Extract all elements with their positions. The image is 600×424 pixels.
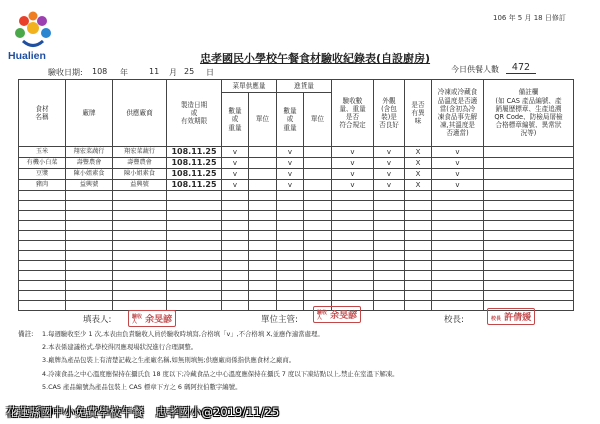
note-item: 5.CAS 產品編號為產品包裝上 CAS 標章下方之 6 碼阿拉伯數字編號。 bbox=[42, 382, 242, 391]
inspection-day: 25 bbox=[184, 67, 195, 76]
empty-table-row bbox=[19, 291, 574, 301]
empty-table-row bbox=[19, 271, 574, 281]
empty-cell bbox=[374, 221, 405, 231]
empty-cell bbox=[304, 231, 332, 241]
inspection-date-label: 驗收日期: bbox=[48, 68, 83, 77]
cell-remarks bbox=[484, 147, 574, 158]
empty-cell bbox=[304, 241, 332, 251]
cell-supplier: 益興號 bbox=[113, 180, 167, 191]
empty-cell bbox=[113, 291, 167, 301]
inspection-year: 108 bbox=[92, 67, 108, 76]
notes-list bbox=[42, 328, 399, 394]
empty-cell bbox=[113, 271, 167, 281]
empty-cell bbox=[19, 281, 66, 291]
empty-table-row bbox=[19, 231, 574, 241]
empty-cell bbox=[432, 211, 484, 221]
empty-cell bbox=[405, 291, 432, 301]
cell-brand: 翔宏菜蔬行 bbox=[66, 147, 113, 158]
col-deliv-unit: 單位 bbox=[304, 93, 332, 147]
empty-cell bbox=[405, 271, 432, 281]
table-row bbox=[19, 180, 574, 191]
empty-table-row bbox=[19, 281, 574, 291]
empty-cell bbox=[374, 211, 405, 221]
day-unit: 日 bbox=[206, 68, 214, 77]
empty-cell bbox=[19, 251, 66, 261]
cell-appearance: v bbox=[374, 169, 405, 180]
empty-cell bbox=[277, 291, 304, 301]
empty-cell bbox=[405, 191, 432, 201]
empty-cell bbox=[332, 261, 374, 271]
cell-match: v bbox=[332, 180, 374, 191]
brand-name: Hualien bbox=[8, 50, 46, 62]
empty-cell bbox=[66, 251, 113, 261]
cell-deliv-unit bbox=[304, 147, 332, 158]
empty-cell bbox=[167, 221, 222, 231]
empty-cell bbox=[66, 301, 113, 311]
empty-cell bbox=[432, 231, 484, 241]
empty-table-row bbox=[19, 261, 574, 271]
empty-cell bbox=[332, 291, 374, 301]
empty-cell bbox=[277, 241, 304, 251]
col-brand: 廠牌 bbox=[66, 80, 113, 147]
group-delivered: 進貨量 bbox=[277, 80, 332, 93]
empty-cell bbox=[249, 271, 277, 281]
empty-cell bbox=[167, 271, 222, 281]
empty-cell bbox=[249, 221, 277, 231]
empty-cell bbox=[19, 301, 66, 311]
empty-cell bbox=[304, 281, 332, 291]
cell-ingredient: 豆漿 bbox=[19, 169, 66, 180]
empty-cell bbox=[432, 191, 484, 201]
cell-brand: 益興號 bbox=[66, 180, 113, 191]
empty-cell bbox=[277, 231, 304, 241]
inspection-table bbox=[18, 79, 574, 311]
col-ingredient: 食材 名稱 bbox=[19, 80, 66, 147]
cell-remarks bbox=[484, 180, 574, 191]
empty-cell bbox=[66, 231, 113, 241]
cell-supplier: 壽豐農會 bbox=[113, 158, 167, 169]
empty-table-row bbox=[19, 201, 574, 211]
cell-cold: v bbox=[432, 158, 484, 169]
cell-cold: v bbox=[432, 147, 484, 158]
cell-odor: X bbox=[405, 169, 432, 180]
empty-cell bbox=[405, 231, 432, 241]
empty-cell bbox=[222, 261, 249, 271]
cell-odor: X bbox=[405, 147, 432, 158]
empty-cell bbox=[113, 281, 167, 291]
empty-cell bbox=[222, 191, 249, 201]
cell-appearance: v bbox=[374, 147, 405, 158]
cell-remarks bbox=[484, 158, 574, 169]
empty-cell bbox=[222, 271, 249, 281]
cell-supplier: 翔宏菜蔬行 bbox=[113, 147, 167, 158]
cell-fresh-unit bbox=[249, 147, 277, 158]
col-quantity-match: 驗收數 量、重量 是否 符合規定 bbox=[332, 80, 374, 147]
empty-cell bbox=[19, 241, 66, 251]
empty-cell bbox=[66, 261, 113, 271]
cell-date: 108.11.25 bbox=[167, 147, 222, 158]
empty-cell bbox=[249, 251, 277, 261]
empty-cell bbox=[66, 191, 113, 201]
supervisor-stamp-name: 余旻諺 bbox=[330, 311, 358, 321]
cell-deliv-unit bbox=[304, 158, 332, 169]
cell-remarks bbox=[484, 169, 574, 180]
empty-table-row bbox=[19, 251, 574, 261]
empty-cell bbox=[374, 271, 405, 281]
col-date: 製造日期 或 有效期限 bbox=[167, 80, 222, 147]
empty-cell bbox=[19, 201, 66, 211]
empty-cell bbox=[66, 281, 113, 291]
empty-cell bbox=[374, 291, 405, 301]
empty-cell bbox=[66, 211, 113, 221]
cell-fresh-qty: v bbox=[222, 158, 249, 169]
empty-cell bbox=[432, 251, 484, 261]
empty-cell bbox=[222, 241, 249, 251]
empty-cell bbox=[249, 241, 277, 251]
empty-cell bbox=[113, 221, 167, 231]
empty-cell bbox=[405, 301, 432, 311]
supervisor-stamp bbox=[313, 306, 361, 323]
empty-cell bbox=[374, 241, 405, 251]
empty-cell bbox=[374, 281, 405, 291]
empty-cell bbox=[249, 281, 277, 291]
empty-cell bbox=[167, 291, 222, 301]
cell-deliv-qty: v bbox=[277, 169, 304, 180]
empty-cell bbox=[66, 241, 113, 251]
cell-fresh-qty: v bbox=[222, 169, 249, 180]
cell-date: 108.11.25 bbox=[167, 169, 222, 180]
col-fresh-unit: 單位 bbox=[249, 93, 277, 147]
empty-cell bbox=[249, 211, 277, 221]
empty-cell bbox=[374, 191, 405, 201]
cell-brand: 壽豐農會 bbox=[66, 158, 113, 169]
empty-cell bbox=[113, 201, 167, 211]
principal-stamp-title: 校長 bbox=[491, 316, 502, 322]
cell-fresh-unit bbox=[249, 180, 277, 191]
cell-appearance: v bbox=[374, 180, 405, 191]
empty-cell bbox=[167, 281, 222, 291]
notes-label: 備註: bbox=[18, 330, 34, 338]
principal-stamp-name: 許倩媛 bbox=[504, 313, 532, 323]
inspection-month: 11 bbox=[149, 67, 160, 76]
empty-cell bbox=[277, 221, 304, 231]
empty-table-row bbox=[19, 191, 574, 201]
empty-cell bbox=[167, 241, 222, 251]
cell-date: 108.11.25 bbox=[167, 158, 222, 169]
empty-cell bbox=[113, 261, 167, 271]
cell-fresh-qty: v bbox=[222, 180, 249, 191]
empty-cell bbox=[19, 291, 66, 301]
empty-cell bbox=[222, 231, 249, 241]
empty-cell bbox=[484, 201, 574, 211]
empty-table-row bbox=[19, 221, 574, 231]
empty-cell bbox=[484, 271, 574, 281]
principal-stamp bbox=[487, 308, 535, 325]
empty-cell bbox=[432, 241, 484, 251]
revision-date: 106 年 5 月 18 日修訂 bbox=[493, 14, 566, 22]
empty-cell bbox=[222, 221, 249, 231]
cell-supplier: 陳小姐素食 bbox=[113, 169, 167, 180]
empty-cell bbox=[374, 201, 405, 211]
empty-cell bbox=[484, 231, 574, 241]
empty-cell bbox=[432, 281, 484, 291]
footer-caption: 花蓮縣國中小免費學校午餐 忠孝國小@2019/11/25 bbox=[6, 405, 280, 419]
empty-cell bbox=[432, 291, 484, 301]
table-row bbox=[19, 158, 574, 169]
cell-ingredient: 玉米 bbox=[19, 147, 66, 158]
empty-cell bbox=[332, 241, 374, 251]
empty-cell bbox=[249, 261, 277, 271]
empty-cell bbox=[374, 251, 405, 261]
supervisor-label: 單位主管: bbox=[261, 315, 298, 325]
cell-odor: X bbox=[405, 180, 432, 191]
note-item: 2.本表係建議格式,學校得因應現場狀況進行合理調整。 bbox=[42, 343, 198, 352]
empty-cell bbox=[332, 201, 374, 211]
cell-fresh-unit bbox=[249, 158, 277, 169]
empty-cell bbox=[374, 231, 405, 241]
empty-cell bbox=[484, 261, 574, 271]
empty-cell bbox=[332, 271, 374, 281]
empty-cell bbox=[405, 221, 432, 231]
empty-cell bbox=[405, 211, 432, 221]
empty-cell bbox=[113, 241, 167, 251]
filler-stamp-name: 余旻諺 bbox=[145, 315, 173, 325]
empty-cell bbox=[66, 201, 113, 211]
empty-cell bbox=[432, 271, 484, 281]
empty-cell bbox=[167, 211, 222, 221]
empty-table-row bbox=[19, 241, 574, 251]
empty-cell bbox=[222, 291, 249, 301]
empty-cell bbox=[66, 291, 113, 301]
cell-deliv-unit bbox=[304, 180, 332, 191]
empty-cell bbox=[405, 251, 432, 261]
empty-cell bbox=[167, 301, 222, 311]
empty-cell bbox=[113, 251, 167, 261]
empty-cell bbox=[277, 301, 304, 311]
meal-count-value: 472 bbox=[506, 62, 536, 74]
empty-cell bbox=[277, 261, 304, 271]
empty-cell bbox=[405, 281, 432, 291]
empty-cell bbox=[249, 231, 277, 241]
empty-cell bbox=[167, 251, 222, 261]
empty-cell bbox=[222, 201, 249, 211]
empty-cell bbox=[332, 281, 374, 291]
empty-cell bbox=[484, 211, 574, 221]
empty-cell bbox=[432, 301, 484, 311]
empty-cell bbox=[304, 271, 332, 281]
empty-cell bbox=[167, 231, 222, 241]
col-supplier: 供應廠商 bbox=[113, 80, 167, 147]
empty-cell bbox=[113, 231, 167, 241]
empty-cell bbox=[432, 201, 484, 211]
empty-cell bbox=[19, 211, 66, 221]
col-cold-storage: 冷凍或冷藏食 品溫度是否適 當(含初為冷 凍食品事先解 凍,其溫度是 否適當) bbox=[432, 80, 484, 147]
empty-cell bbox=[249, 191, 277, 201]
empty-cell bbox=[304, 261, 332, 271]
empty-cell bbox=[405, 261, 432, 271]
empty-cell bbox=[113, 301, 167, 311]
filler-label: 填表人: bbox=[83, 315, 112, 325]
empty-cell bbox=[332, 251, 374, 261]
cell-match: v bbox=[332, 169, 374, 180]
empty-cell bbox=[432, 261, 484, 271]
empty-cell bbox=[222, 301, 249, 311]
empty-cell bbox=[304, 221, 332, 231]
empty-cell bbox=[19, 261, 66, 271]
cell-fresh-unit bbox=[249, 169, 277, 180]
cell-date: 108.11.25 bbox=[167, 180, 222, 191]
empty-cell bbox=[19, 221, 66, 231]
note-item: 3.廠牌為產品包裝上有清楚記載之生產廠名稱,如無則填無;供應廠商係指供應食材之廠商。 bbox=[42, 356, 296, 365]
cell-ingredient: 豬肉 bbox=[19, 180, 66, 191]
filler-stamp-title: 驗收人 bbox=[132, 313, 143, 325]
empty-cell bbox=[405, 241, 432, 251]
empty-cell bbox=[432, 221, 484, 231]
empty-cell bbox=[66, 221, 113, 231]
empty-cell bbox=[19, 231, 66, 241]
col-fresh-qty: 數量 或 重量 bbox=[222, 93, 249, 147]
empty-cell bbox=[405, 201, 432, 211]
empty-cell bbox=[484, 241, 574, 251]
empty-cell bbox=[304, 291, 332, 301]
empty-cell bbox=[277, 271, 304, 281]
page-title: 忠孝國民小學校午餐食材驗收紀錄表(自設廚房) bbox=[200, 52, 431, 65]
cell-deliv-unit bbox=[304, 169, 332, 180]
cell-deliv-qty: v bbox=[277, 180, 304, 191]
col-odor: 是否 有異 味 bbox=[405, 80, 432, 147]
empty-cell bbox=[332, 211, 374, 221]
meal-count-label: 今日供餐人數 bbox=[451, 65, 499, 74]
cell-cold: v bbox=[432, 169, 484, 180]
empty-cell bbox=[484, 291, 574, 301]
cell-match: v bbox=[332, 158, 374, 169]
empty-cell bbox=[113, 191, 167, 201]
empty-cell bbox=[304, 201, 332, 211]
empty-cell bbox=[249, 301, 277, 311]
cell-ingredient: 有機小白菜 bbox=[19, 158, 66, 169]
cell-fresh-qty: v bbox=[222, 147, 249, 158]
empty-cell bbox=[484, 221, 574, 231]
empty-cell bbox=[19, 191, 66, 201]
empty-cell bbox=[484, 251, 574, 261]
empty-cell bbox=[167, 201, 222, 211]
cell-deliv-qty: v bbox=[277, 147, 304, 158]
col-remarks: 備註欄 (如 CAS 產品編號、產 銷履歷標章、生產追溯 QR Code、防檢局屠檢 合格標章編號、異常狀 況等) bbox=[484, 80, 574, 147]
filler-stamp bbox=[128, 310, 176, 327]
year-unit: 年 bbox=[120, 68, 128, 77]
cell-appearance: v bbox=[374, 158, 405, 169]
empty-cell bbox=[277, 251, 304, 261]
empty-cell bbox=[222, 211, 249, 221]
empty-cell bbox=[66, 271, 113, 281]
col-appearance: 外觀 (含包 裝)是 否良好 bbox=[374, 80, 405, 147]
cell-cold: v bbox=[432, 180, 484, 191]
empty-cell bbox=[304, 251, 332, 261]
table-row bbox=[19, 169, 574, 180]
empty-cell bbox=[167, 191, 222, 201]
cell-brand: 陳小姐素食 bbox=[66, 169, 113, 180]
empty-table-row bbox=[19, 211, 574, 221]
empty-cell bbox=[277, 191, 304, 201]
empty-cell bbox=[113, 211, 167, 221]
empty-cell bbox=[277, 201, 304, 211]
empty-cell bbox=[277, 211, 304, 221]
empty-cell bbox=[332, 191, 374, 201]
empty-cell bbox=[304, 211, 332, 221]
empty-cell bbox=[277, 281, 304, 291]
empty-cell bbox=[374, 261, 405, 271]
col-deliv-qty: 數量 或 重量 bbox=[277, 93, 304, 147]
principal-label: 校長: bbox=[444, 315, 464, 325]
empty-cell bbox=[332, 231, 374, 241]
empty-cell bbox=[484, 191, 574, 201]
cell-deliv-qty: v bbox=[277, 158, 304, 169]
table-row bbox=[19, 147, 574, 158]
note-item: 1.每週驗收至少 1 次,本表由負責驗收人員於驗收時填寫,合格填「v」,不合格填 X,並應作適當處理。 bbox=[42, 330, 324, 338]
empty-cell bbox=[249, 201, 277, 211]
cell-odor: X bbox=[405, 158, 432, 169]
month-unit: 月 bbox=[169, 68, 177, 77]
group-fresh-supply: 菜單供應量 bbox=[222, 80, 277, 93]
supervisor-stamp-title: 驗收人 bbox=[317, 309, 328, 321]
empty-cell bbox=[222, 251, 249, 261]
empty-cell bbox=[374, 301, 405, 311]
empty-cell bbox=[332, 221, 374, 231]
empty-cell bbox=[249, 291, 277, 301]
note-item: 4.冷凍食品之中心溫度應保持在攝氏負 18 度以下;冷藏食品之中心溫度應保持在攝氏 7 度以下凍結點以上,禁止在室溫下解凍。 bbox=[42, 369, 399, 378]
empty-cell bbox=[304, 191, 332, 201]
empty-cell bbox=[484, 281, 574, 291]
cell-match: v bbox=[332, 147, 374, 158]
empty-cell bbox=[167, 261, 222, 271]
empty-cell bbox=[19, 271, 66, 281]
empty-cell bbox=[222, 281, 249, 291]
